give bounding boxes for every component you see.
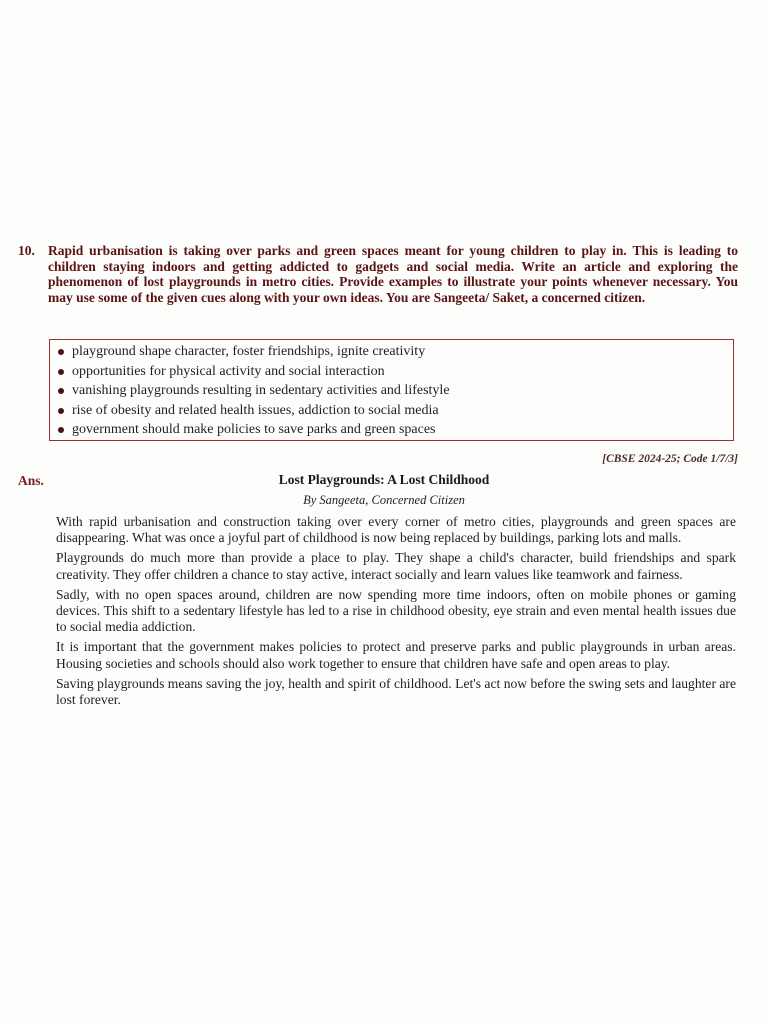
bullet-icon (58, 349, 64, 355)
cues-list (56, 342, 733, 440)
bullet-icon (58, 369, 64, 375)
bullet-icon (58, 408, 64, 414)
cue-text: vanishing playgrounds resulting in sedentary activities and lifestyle (72, 383, 450, 399)
cue-text: playground shape character, foster friendships, ignite creativity (72, 344, 426, 359)
bullet-icon (58, 388, 64, 394)
article-paragraph: With rapid urbanisation and construction taking over every corner of metro cities, playgrounds and green spaces are disappearing. What was once a joyful part of childhood is now being replaced by buildings, parking lots and malls. (56, 514, 736, 546)
question-number: 10. (18, 243, 35, 258)
question-text: Rapid urbanisation is taking over parks and green spaces meant for young children to play in. This is leading to children staying indoors and getting addicted to gadgets and social media. Write an article and exploring the phenomenon of lost playgrounds in metro cities. Provide examples to illustrate your points whenever necessary. You may use some of the given cues along with your own ideas. You are Sangeeta/ Saket, a concerned citizen. (48, 243, 738, 305)
article-paragraph: Sadly, with no open spaces around, children are now spending more time indoors, often on mobile phones or gaming devices. This shift to a sedentary lifestyle has led to a rise in childhood obesity, eye strain and even mental health issues due to social media addiction. (56, 586, 736, 635)
article-body (56, 514, 736, 712)
question-block (18, 243, 738, 305)
cues-box (49, 339, 734, 441)
cue-item (56, 342, 733, 362)
cue-item (56, 362, 733, 382)
article-paragraph: Saving playgrounds means saving the joy, health and spirit of childhood. Let's act now before the swing sets and laughter are lost forever. (56, 675, 736, 708)
article-byline: By Sangeeta, Concerned Citizen (303, 493, 465, 507)
cue-item (56, 401, 733, 421)
answer-label: Ans. (18, 473, 44, 488)
cue-item (56, 420, 733, 440)
cue-item (56, 381, 733, 401)
cue-text: opportunities for physical activity and social interaction (72, 363, 385, 379)
cue-text: rise of obesity and related health issues, addiction to social media (72, 402, 439, 418)
article-title: Lost Playgrounds: A Lost Childhood (278, 472, 490, 487)
cue-text: government should make policies to save parks and green spaces (72, 422, 436, 438)
article-paragraph: It is important that the government makes policies to protect and preserve parks and public playgrounds in urban areas. Housing societies and schools should also work together to ensure that children have safe and open areas to play. (56, 639, 736, 671)
source-citation: [CBSE 2024-25; Code 1/7/3] (602, 453, 738, 465)
article-paragraph: Playgrounds do much more than provide a place to play. They shape a child's character, build friendships and spark creativity. They offer children a chance to stay active, interact socially and learn values like teamwork and fairness. (56, 550, 736, 582)
bullet-icon (58, 427, 64, 433)
